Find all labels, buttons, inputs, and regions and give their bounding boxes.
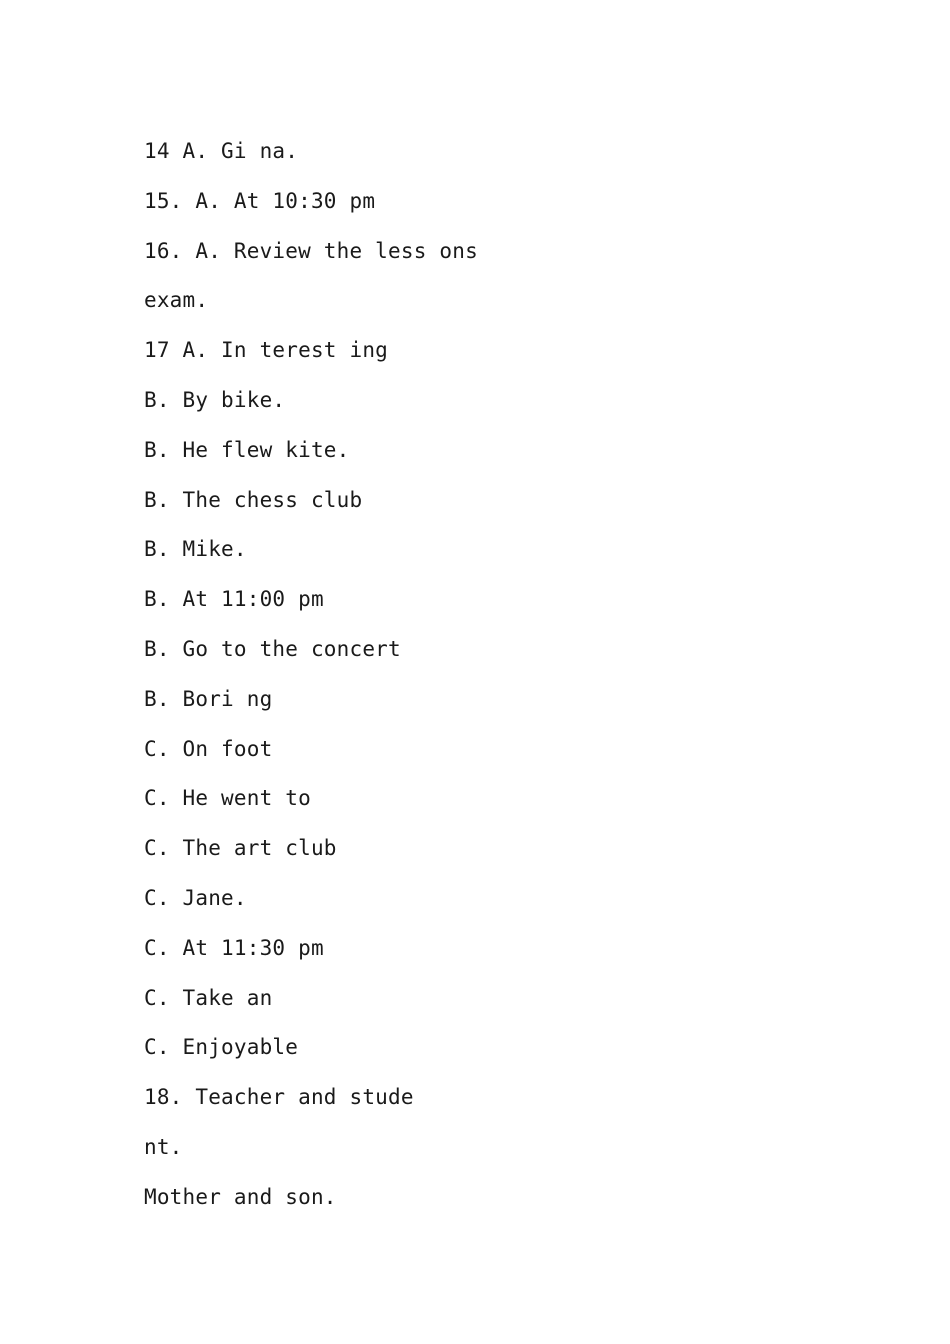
text-line: B. By bike.	[144, 387, 286, 412]
text-line: B. Bori ng	[144, 686, 273, 711]
text-line: 17 A. In terest ing	[144, 338, 389, 363]
text-line: C. At 11:30 pm	[144, 935, 324, 960]
text-line: 14 A. Gi na.	[144, 139, 299, 163]
text-line: C. Jane.	[144, 885, 247, 910]
document-text-lines	[144, 127, 478, 1223]
text-line: B. He flew kite.	[144, 437, 350, 462]
text-line: nt.	[144, 1134, 183, 1159]
text-line: B. The chess club	[144, 487, 363, 512]
text-line: 15. A. At 10:30 pm	[144, 188, 376, 213]
text-line: B. Go to the concert	[144, 636, 401, 661]
text-line: C. Enjoyable	[144, 1035, 299, 1060]
text-line: 16. A. Review the less ons	[144, 238, 478, 263]
text-line: 18. Teacher and stude	[144, 1085, 414, 1110]
text-line: B. Mike.	[144, 537, 247, 562]
text-line: C. The art club	[144, 836, 337, 861]
text-line: Mother and son.	[144, 1184, 337, 1209]
text-line: C. Take an	[144, 985, 273, 1010]
text-line: B. At 11:00 pm	[144, 587, 324, 612]
text-line: exam.	[144, 288, 209, 313]
text-line: C. On foot	[144, 736, 273, 761]
text-line: C. He went to	[144, 786, 311, 811]
